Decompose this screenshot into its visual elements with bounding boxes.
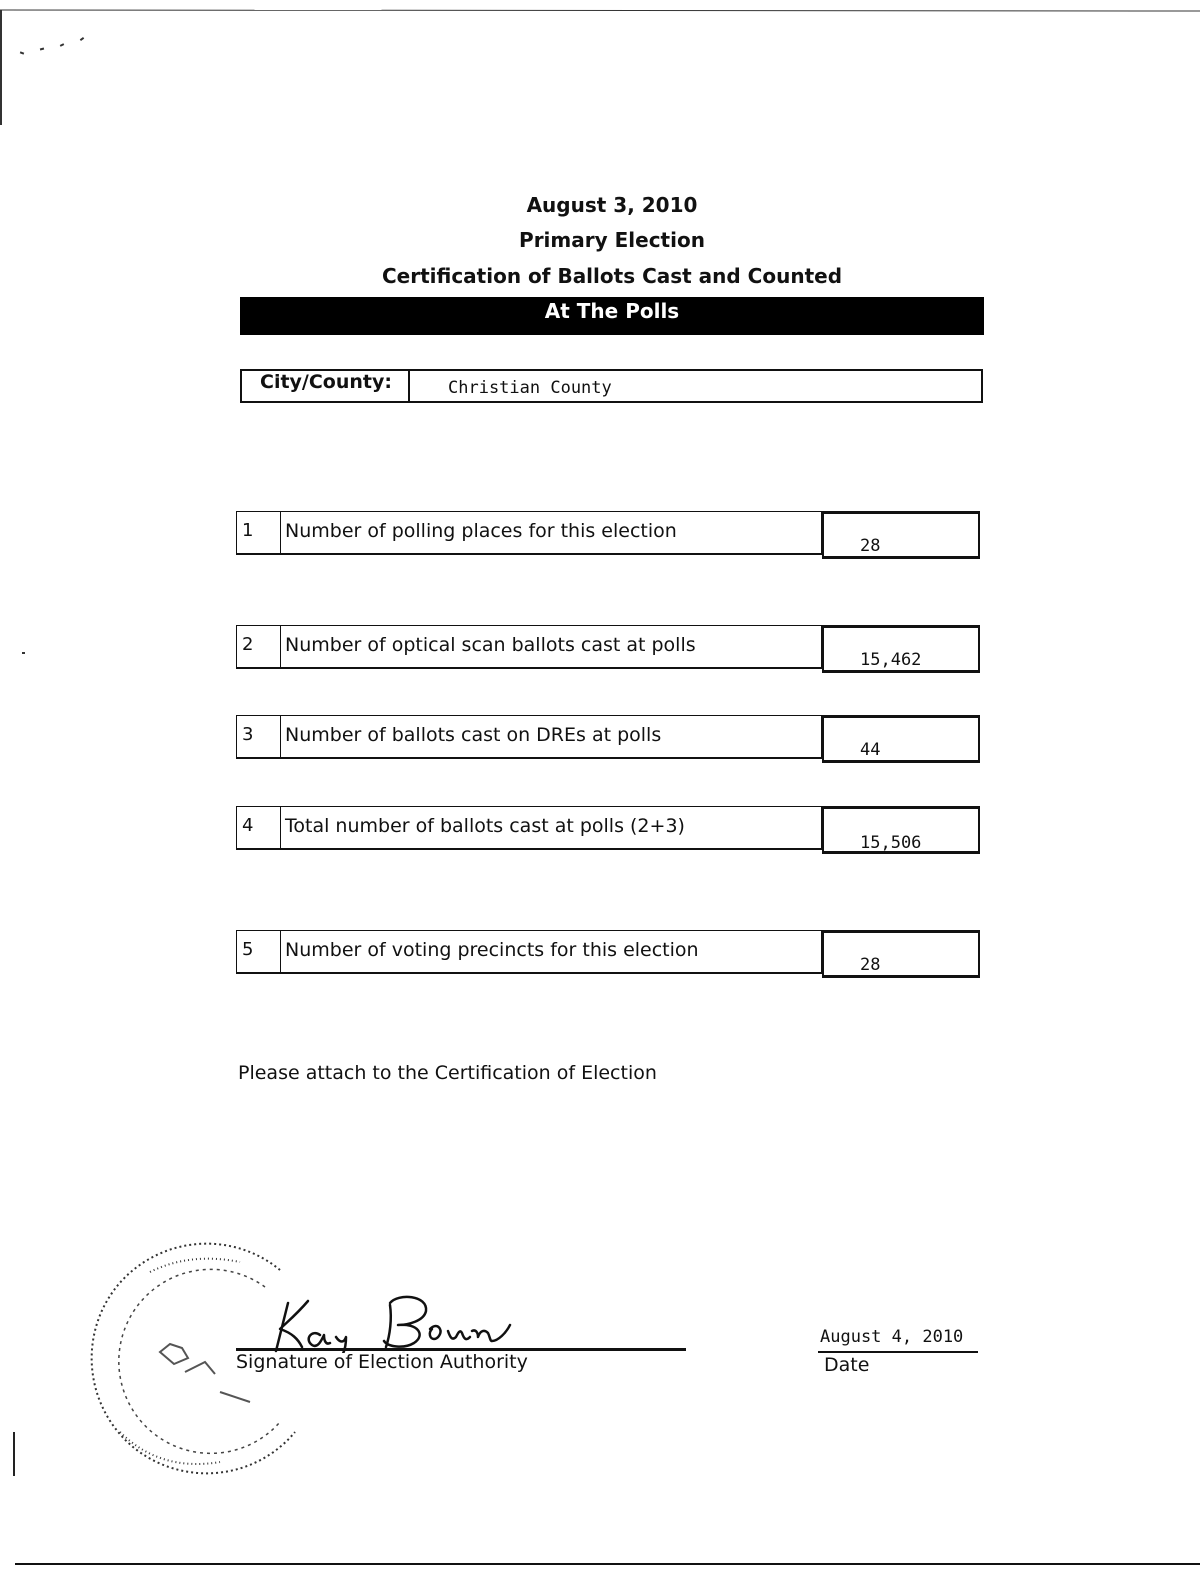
row-label-box bbox=[236, 625, 822, 669]
election-date: August 3, 2010 bbox=[526, 193, 698, 217]
row-label: Number of polling places for this election bbox=[285, 520, 677, 542]
scan-speck bbox=[20, 51, 24, 54]
scan-edge-top bbox=[0, 9, 1200, 11]
row-label: Total number of ballots cast at polls (2+3) bbox=[285, 815, 685, 837]
jurisdiction-label: City/County: bbox=[242, 371, 410, 401]
row-value: 44 bbox=[822, 715, 980, 763]
scan-edge-left bbox=[0, 10, 2, 125]
row-value: 15,506 bbox=[822, 806, 980, 854]
row-optical-scan bbox=[236, 625, 980, 673]
row-label-box bbox=[236, 806, 822, 850]
row-label-box bbox=[236, 511, 822, 555]
row-label: Number of optical scan ballots cast at polls bbox=[285, 634, 696, 656]
date-line bbox=[818, 1351, 978, 1353]
row-number: 5 bbox=[237, 931, 281, 972]
signature-label: Signature of Election Authority bbox=[236, 1351, 528, 1373]
row-number: 4 bbox=[237, 807, 281, 848]
row-number: 3 bbox=[237, 716, 281, 757]
handwritten-signature bbox=[258, 1283, 538, 1353]
row-number: 1 bbox=[237, 512, 281, 553]
row-value: 28 bbox=[822, 511, 980, 559]
row-total-ballots bbox=[236, 806, 980, 854]
row-label-box bbox=[236, 715, 822, 759]
scan-speck bbox=[40, 48, 44, 51]
row-value: 15,462 bbox=[822, 625, 980, 673]
scan-edge-left-bottom bbox=[13, 1432, 15, 1476]
row-label: Number of ballots cast on DREs at polls bbox=[285, 724, 662, 746]
date-value: August 4, 2010 bbox=[820, 1327, 964, 1347]
scan-speck bbox=[22, 652, 25, 654]
section-banner: At The Polls bbox=[240, 297, 984, 335]
scan-speck bbox=[80, 37, 84, 41]
scan-edge-bottom bbox=[15, 1563, 1200, 1565]
jurisdiction-value: Christian County bbox=[448, 378, 612, 398]
attach-note: Please attach to the Certification of Election bbox=[238, 1062, 657, 1084]
row-polling-places bbox=[236, 511, 980, 559]
row-number: 2 bbox=[237, 626, 281, 667]
row-label-box bbox=[236, 930, 822, 974]
page-title: Certification of Ballots Cast and Counted bbox=[381, 264, 843, 288]
row-dre-ballots bbox=[236, 715, 980, 763]
row-value: 28 bbox=[822, 930, 980, 978]
scan-speck bbox=[60, 43, 64, 47]
row-label: Number of voting precincts for this election bbox=[285, 939, 699, 961]
row-voting-precincts bbox=[236, 930, 980, 978]
election-type: Primary Election bbox=[519, 228, 705, 252]
date-label: Date bbox=[824, 1354, 870, 1376]
jurisdiction-box bbox=[240, 369, 983, 403]
